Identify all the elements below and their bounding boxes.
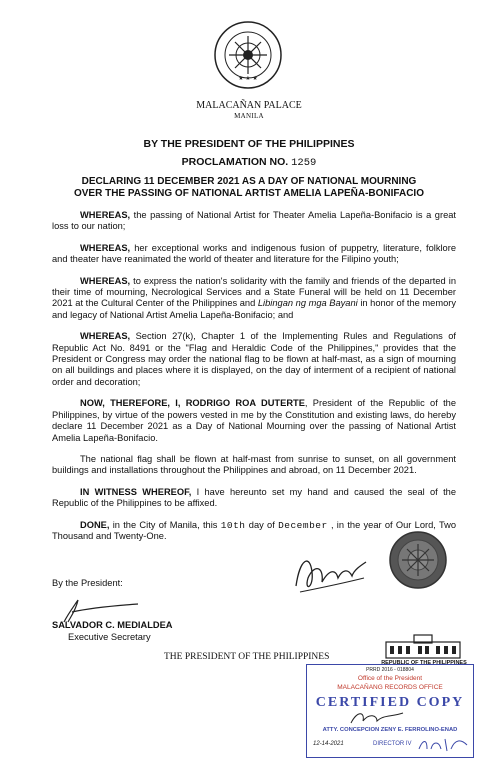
stamp-date: 12-14-2021 [313,741,344,747]
president-signature [290,548,370,598]
stamp-initials [417,735,469,753]
now-therefore: NOW, THEREFORE, I, RODRIGO ROA DUTERTE, President of the Republic of the Philippines, by virtue of the powers vested in me by the Constitution and existing laws, do hereby declare 11 December 2021 as a Day of National Mourning over the passing of National Artist Amelia Lapeña-Bonifacio. [52,398,456,443]
svg-text:★ ★ ★: ★ ★ ★ [238,76,258,82]
whereas-4: WHEREAS, Section 27(k), Chapter 1 of the Implementing Rules and Regulations of Republic Act No. 8491 or the "Flag and Heraldic Code of the Philippines," provides that the President or Congress may order the national flag to be flown at half-mast, as a sign of mourning on all buildings and places where it is displayed, on the day of interment of a recipient of national order and decoration; [52,331,456,387]
whereas-2: WHEREAS, her exceptional works and indigenous fusion of puppetry, literature, folklore and theater have reanimated the world of theater and literature for the Filipino youth; [52,242,456,265]
palace-name: MALACAÑAN PALACE [196,100,302,111]
flag-order: The national flag shall be flown at half-mast from sunrise to sunset, on all government buildings and installations throughout the Philippines and abroad, on 11 December 2021. [52,453,456,476]
proclamation-body [52,210,456,552]
proclamation-heading [0,156,498,169]
republic-seal [388,530,448,590]
secretary-title: Executive Secretary [68,632,151,642]
in-witness: IN WITNESS WHEREOF, I have hereunto set my hand and caused the seal of the Republic of the Philippines to be affixed. [52,486,456,509]
office-heading: BY THE PRESIDENT OF THE PHILIPPINES [143,138,355,150]
stamp-serial: PRRD 2016 - 018804 [366,667,414,673]
palace-building-icon [384,632,462,660]
presidential-seal [213,20,283,90]
done-clause: DONE, in the City of Manila, this 10th day of December , in the year of Our Lord, Two Thousand and Twenty-One. [52,519,456,541]
president-footer: THE PRESIDENT OF THE PHILIPPINES [164,652,330,662]
proclamation-number: 1259 [291,157,317,169]
proclamation-label: PROCLAMATION NO. [181,156,289,168]
palace-city: MANILA [234,112,264,120]
stamp-office-line1: Office of the President [357,675,423,682]
stamp-office-line2: MALACAÑANG RECORDS OFFICE [337,684,443,691]
stamp-director: DIRECTOR IV [373,741,412,747]
certified-copy-stamp [306,664,474,758]
stamp-republic: REPUBLIC OF THE PHILIPPINES [381,660,467,666]
stamp-attorney: ATTY. CONCEPCION ZENY E. FERROLINO-ENAD [322,727,458,733]
title-line-2: OVER THE PASSING OF NATIONAL ARTIST AMELIA LAPEÑA-BONIFACIO [73,188,424,199]
title-line-1: DECLARING 11 DECEMBER 2021 AS A DAY OF NATIONAL MOURNING [81,176,417,187]
stamp-signature [347,709,407,727]
by-president-label: By the President: [52,578,123,588]
whereas-3: WHEREAS, to express the nation's solidarity with the family and friends of the departed in their time of mourning, Necrological Services and a State Funeral will be held on 11 December 2021 at the Cultural Center of the Philippines and Libingan ng mga Bayani in honor of the memory and legacy of National Artist Amelia Lapeña-Bonifacio; and [52,275,457,320]
stamp-certified: CERTIFIED COPY [315,695,465,710]
secretary-name: SALVADOR C. MEDIALDEA [52,620,173,630]
whereas-1: WHEREAS, the passing of National Artist for Theater Amelia Lapeña-Bonifacio is a great loss to our nation; [52,210,456,232]
